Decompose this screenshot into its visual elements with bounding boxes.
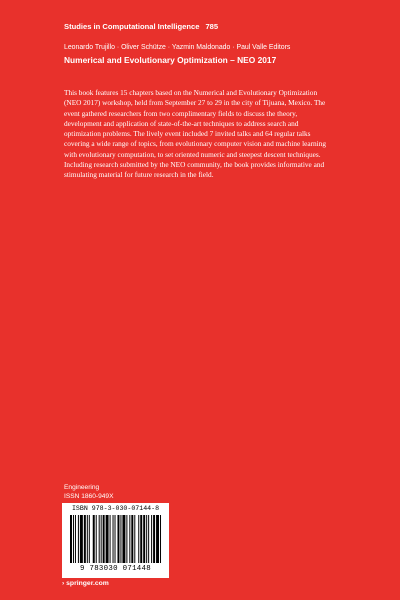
isbn-text: ISBN 978-3-030-07144-8 [71, 505, 160, 512]
book-title: Numerical and Evolutionary Optimization – NEO 2017 [64, 55, 277, 65]
series-heading [64, 22, 218, 31]
issn-label: ISSN 1860-949X [64, 493, 114, 500]
publisher-website: › springer.com [62, 580, 109, 587]
series-number: 785 [205, 22, 219, 31]
subject-label: Engineering [64, 484, 100, 491]
barcode-number: 9 783030 071448 [79, 565, 152, 573]
barcode-panel [62, 503, 169, 578]
series-name: Studies in Computational Intelligence [64, 22, 200, 31]
editors-line: Leonardo Trujillo · Oliver Schütze · Yazmin Maldonado · Paul Valle Editors [64, 44, 291, 51]
book-description: This book features 15 chapters based on the Numerical and Evolutionary Optimization (NEO 2017) workshop, held from September 27 to 29 in the city of Tijuana, Mexico. The event gathered researchers from two complimentary fields to discuss the theory, development and application of state-of-the-art techniques to address search and optimization problems. The lively event included 7 invited talks and 64 regular talks covering a wide range of topics, from evolutionary computer vision and machine learning with evolutionary computation, to set oriented numeric and steepest descent techniques. Including research submitted by the NEO community, the book provides informative and stimulating material for future research in the field. [64, 88, 326, 180]
barcode-icon [70, 515, 162, 563]
